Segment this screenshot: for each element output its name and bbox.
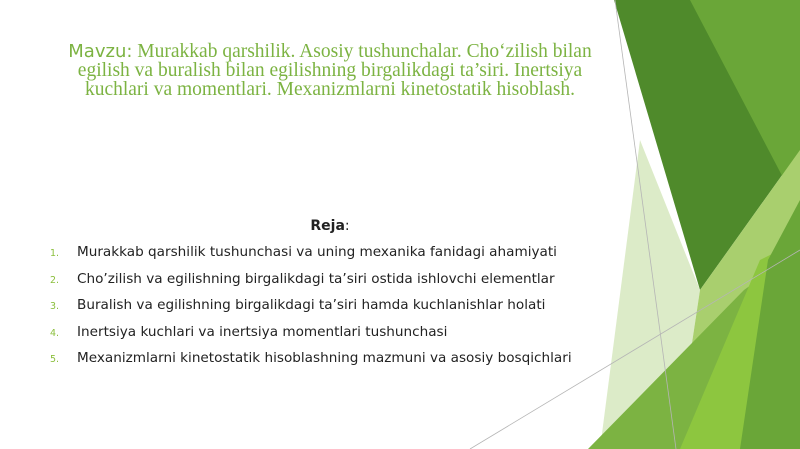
- title-text: Murakkab qarshilik. Asosiy tushunchalar. Cho‘zilish bilan egilish va buralish bilan egilishning birgalikdagi ta’siri. Inertsiya kuchlari va momentlari. Mexanizmlarni kinetostatik hisoblash.: [77, 41, 592, 100]
- plan-heading: [0, 218, 660, 234]
- list-item: [50, 350, 610, 377]
- slide-title: [60, 42, 600, 99]
- title-topic-label: Mavzu:: [68, 41, 133, 62]
- list-item-number: 2.: [50, 274, 60, 286]
- plan-list: [50, 244, 610, 377]
- list-item-number: 4.: [50, 327, 60, 339]
- list-item: [50, 271, 610, 298]
- list-item-number: 1.: [50, 248, 60, 259]
- list-item: [50, 297, 610, 324]
- list-item-text: Inertsiya kuchlari va inertsiya momentlari tushunchasi: [77, 323, 448, 340]
- list-item-text: Murakkab qarshilik tushunchasi va uning mexanika fanidagi ahamiyati: [77, 244, 557, 260]
- plan-heading-colon: :: [344, 218, 350, 234]
- list-item-text: Buralish va egilishning birgalikdagi ta’siri hamda kuchlanishlar holati: [77, 297, 546, 314]
- list-item-number: 3.: [50, 301, 60, 313]
- list-item-number: 5.: [50, 354, 60, 366]
- list-item: [50, 324, 610, 351]
- list-item-text: Mexanizmlarni kinetostatik hisoblashning mazmuni va asosiy bosqichlari: [77, 350, 572, 367]
- list-item-text: Cho’zilish va egilishning birgalikdagi ta’siri ostida ishlovchi elementlar: [77, 270, 555, 287]
- plan-heading-label: Reja: [310, 218, 345, 234]
- list-item: [50, 244, 610, 271]
